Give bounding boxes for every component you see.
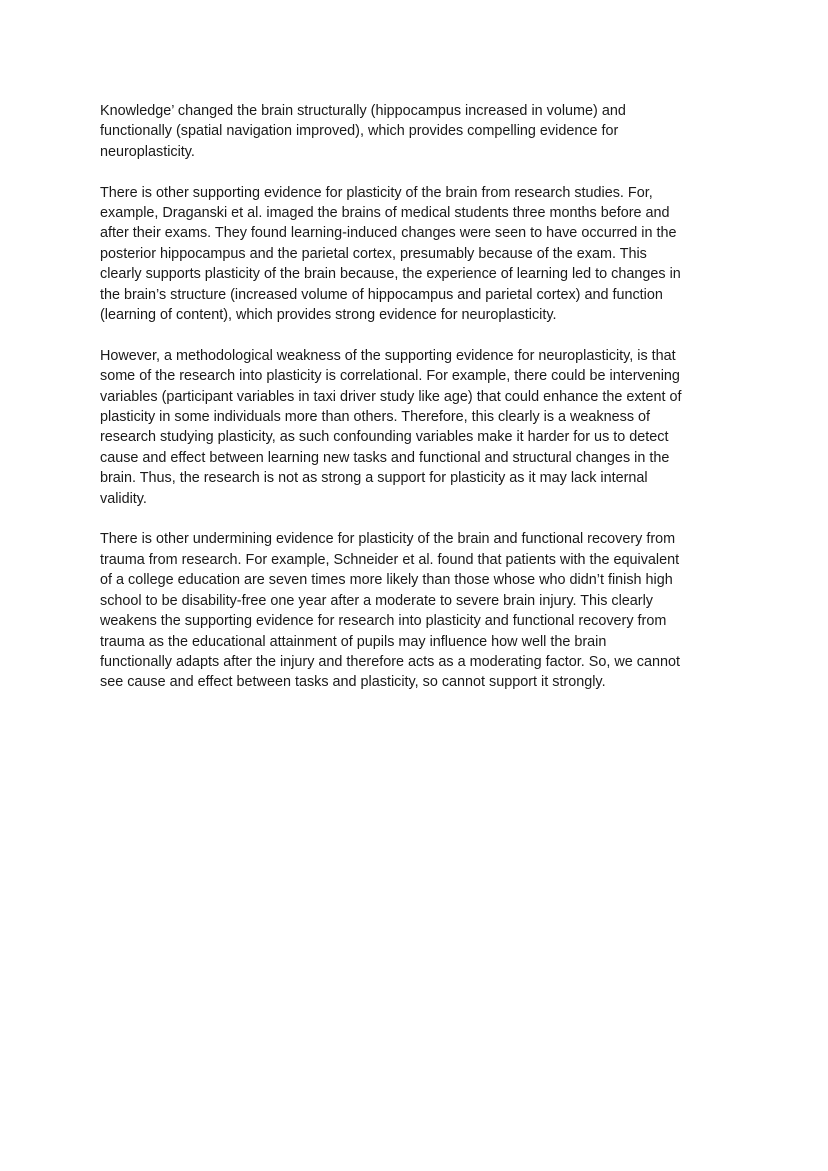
text-line: some of the research into plasticity is correlational. For example, there could be intervening <box>100 368 680 385</box>
paragraph-4 <box>100 529 728 692</box>
text-line: (learning of content), which provides strong evidence for neuroplasticity. <box>100 307 557 324</box>
text-line: However, a methodological weakness of the supporting evidence for neuroplasticity, is that <box>100 347 676 364</box>
text-line: functionally (spatial navigation improved), which provides compelling evidence for <box>100 123 619 140</box>
text-line: There is other undermining evidence for plasticity of the brain and functional recovery from <box>100 531 676 548</box>
text-line: There is other supporting evidence for plasticity of the brain from research studies. For, <box>100 184 653 201</box>
text-line: Knowledge’ changed the brain structurally (hippocampus increased in volume) and <box>100 103 626 119</box>
text-line: plasticity in some individuals more than others. Therefore, this clearly is a weakness of <box>100 409 651 426</box>
text-line: school to be disability-free one year after a moderate to severe brain injury. This clearly <box>100 592 653 609</box>
text-line: posterior hippocampus and the parietal cortex, presumably because of the exam. This <box>100 245 647 262</box>
text-line: of a college education are seven times more likely than those whose who didn’t finish high <box>100 572 673 589</box>
paragraph-3 <box>100 346 728 509</box>
text-line: clearly supports plasticity of the brain because, the experience of learning led to changes in <box>100 266 681 283</box>
text-line: trauma as the educational attainment of pupils may influence how well the brain <box>100 633 607 650</box>
text-line: validity. <box>100 490 147 507</box>
text-line: variables (participant variables in taxi driver study like age) that could enhance the extent of <box>100 388 682 405</box>
paragraph-1 <box>100 101 728 162</box>
body-text <box>100 101 728 713</box>
text-line: functionally adapts after the injury and therefore acts as a moderating factor. So, we cannot <box>100 653 680 670</box>
text-line: the brain’s structure (increased volume of hippocampus and parietal cortex) and function <box>100 286 663 303</box>
text-line: see cause and effect between tasks and plasticity, so cannot support it strongly. <box>100 674 606 691</box>
text-line: neuroplasticity. <box>100 143 195 160</box>
text-line: brain. Thus, the research is not as strong a support for plasticity as it may lack internal <box>100 470 648 487</box>
text-line: trauma from research. For example, Schneider et al. found that patients with the equivalent <box>100 551 680 568</box>
text-line: weakens the supporting evidence for research into plasticity and functional recovery from <box>100 613 667 630</box>
paragraph-2 <box>100 183 728 326</box>
text-line: cause and effect between learning new tasks and functional and structural changes in the <box>100 449 670 466</box>
text-line: example, Draganski et al. imaged the brains of medical students three months before and <box>100 205 670 222</box>
text-line: research studying plasticity, as such confounding variables make it harder for us to detect <box>100 429 669 446</box>
text-line: after their exams. They found learning-induced changes were seen to have occurred in the <box>100 225 677 242</box>
